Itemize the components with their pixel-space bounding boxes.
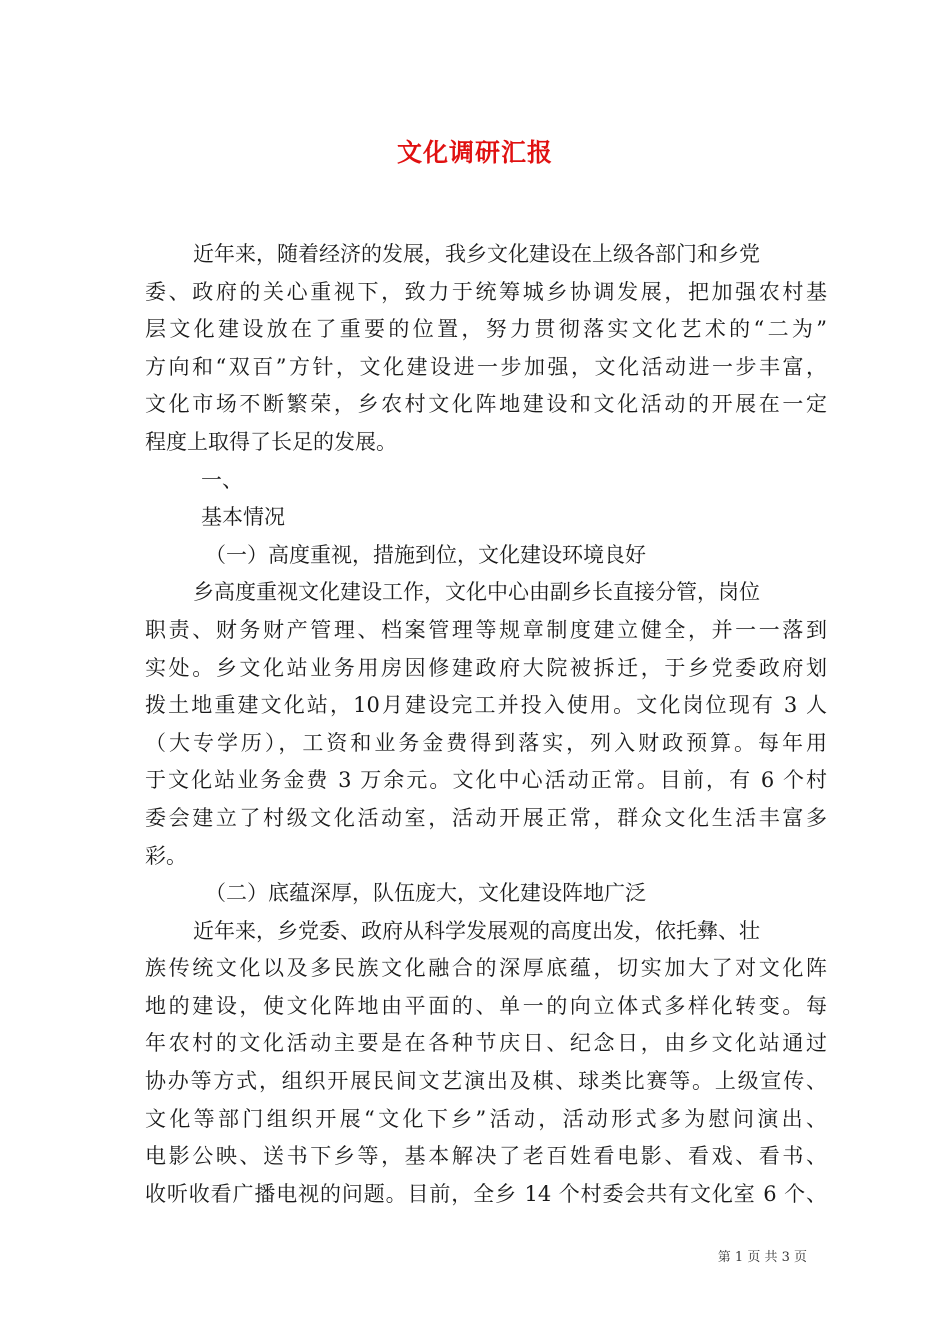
- paragraph-line: 文化等部门组织开展“文化下乡”活动，活动形式多为慰问演出、: [145, 1106, 827, 1131]
- paragraph-line: 程度上取得了长足的发展。: [145, 429, 397, 454]
- paragraph-line: 方向和“双百”方针，文化建设进一步加强，文化活动进一步丰富，: [145, 354, 827, 379]
- paragraph-line: 近年来，随着经济的发展，我乡文化建设在上级各部门和乡党: [193, 242, 760, 266]
- paragraph-line: 于文化站业务金费 3 万余元。文化中心活动正常。目前，有 6 个村: [145, 768, 827, 793]
- paragraph-line: 协办等方式，组织开展民间文艺演出及棋、球类比赛等。上级宣传、: [145, 1069, 827, 1094]
- document-title: 文化调研汇报: [396, 138, 553, 167]
- paragraph-line: 拨土地重建文化站，10月建设完工并投入使用。文化岗位现有 3 人: [145, 693, 827, 718]
- paragraph-line: 委、政府的关心重视下，致力于统筹城乡协调发展，把加强农村基: [145, 279, 827, 304]
- section-heading: 基本情况: [201, 505, 285, 530]
- paragraph-line: 文化市场不断繁荣，乡农村文化阵地建设和文化活动的开展在一定: [145, 392, 827, 417]
- subsection-heading: （一）高度重视，措施到位，文化建设环境良好: [205, 542, 646, 567]
- paragraph-line: 电影公映、送书下乡等，基本解决了老百姓看电影、看戏、看书、: [145, 1144, 827, 1169]
- paragraph-line: 收听收看广播电视的问题。目前，全乡 14 个村委会共有文化室 6 个、: [145, 1181, 827, 1206]
- paragraph-line: 彩。: [145, 843, 187, 868]
- paragraph-line: （大专学历），工资和业务金费得到落实，列入财政预算。每年用: [145, 730, 827, 755]
- document-body: [145, 236, 827, 1213]
- page-footer: 第 1 页 共 3 页: [717, 1250, 807, 1265]
- paragraph-line: 委会建立了村级文化活动室，活动开展正常，群众文化生活丰富多: [145, 805, 827, 830]
- paragraph-line: 地的建设，使文化阵地由平面的、单一的向立体式多样化转变。每: [145, 993, 827, 1018]
- section-number: 一、: [201, 467, 243, 492]
- subsection-heading: （二）底蕴深厚，队伍庞大，文化建设阵地广泛: [205, 881, 646, 906]
- paragraph-line: 年农村的文化活动主要是在各种节庆日、纪念日，由乡文化站通过: [145, 1031, 827, 1056]
- paragraph-line: 族传统文化以及多民族文化融合的深厚底蕴，切实加大了对文化阵: [145, 956, 827, 981]
- paragraph-line: 实处。乡文化站业务用房因修建政府大院被拆迁，于乡党委政府划: [145, 655, 827, 680]
- paragraph-line: 乡高度重视文化建设工作，文化中心由副乡长直接分管，岗位: [193, 580, 760, 605]
- paragraph-line: 层文化建设放在了重要的位置，努力贯彻落实文化艺术的“二为”: [145, 317, 827, 342]
- paragraph-line: 职责、财务财产管理、档案管理等规章制度建立健全，并一一落到: [145, 617, 827, 642]
- paragraph-line: 近年来，乡党委、政府从科学发展观的高度出发，依托彝、壮: [193, 918, 760, 943]
